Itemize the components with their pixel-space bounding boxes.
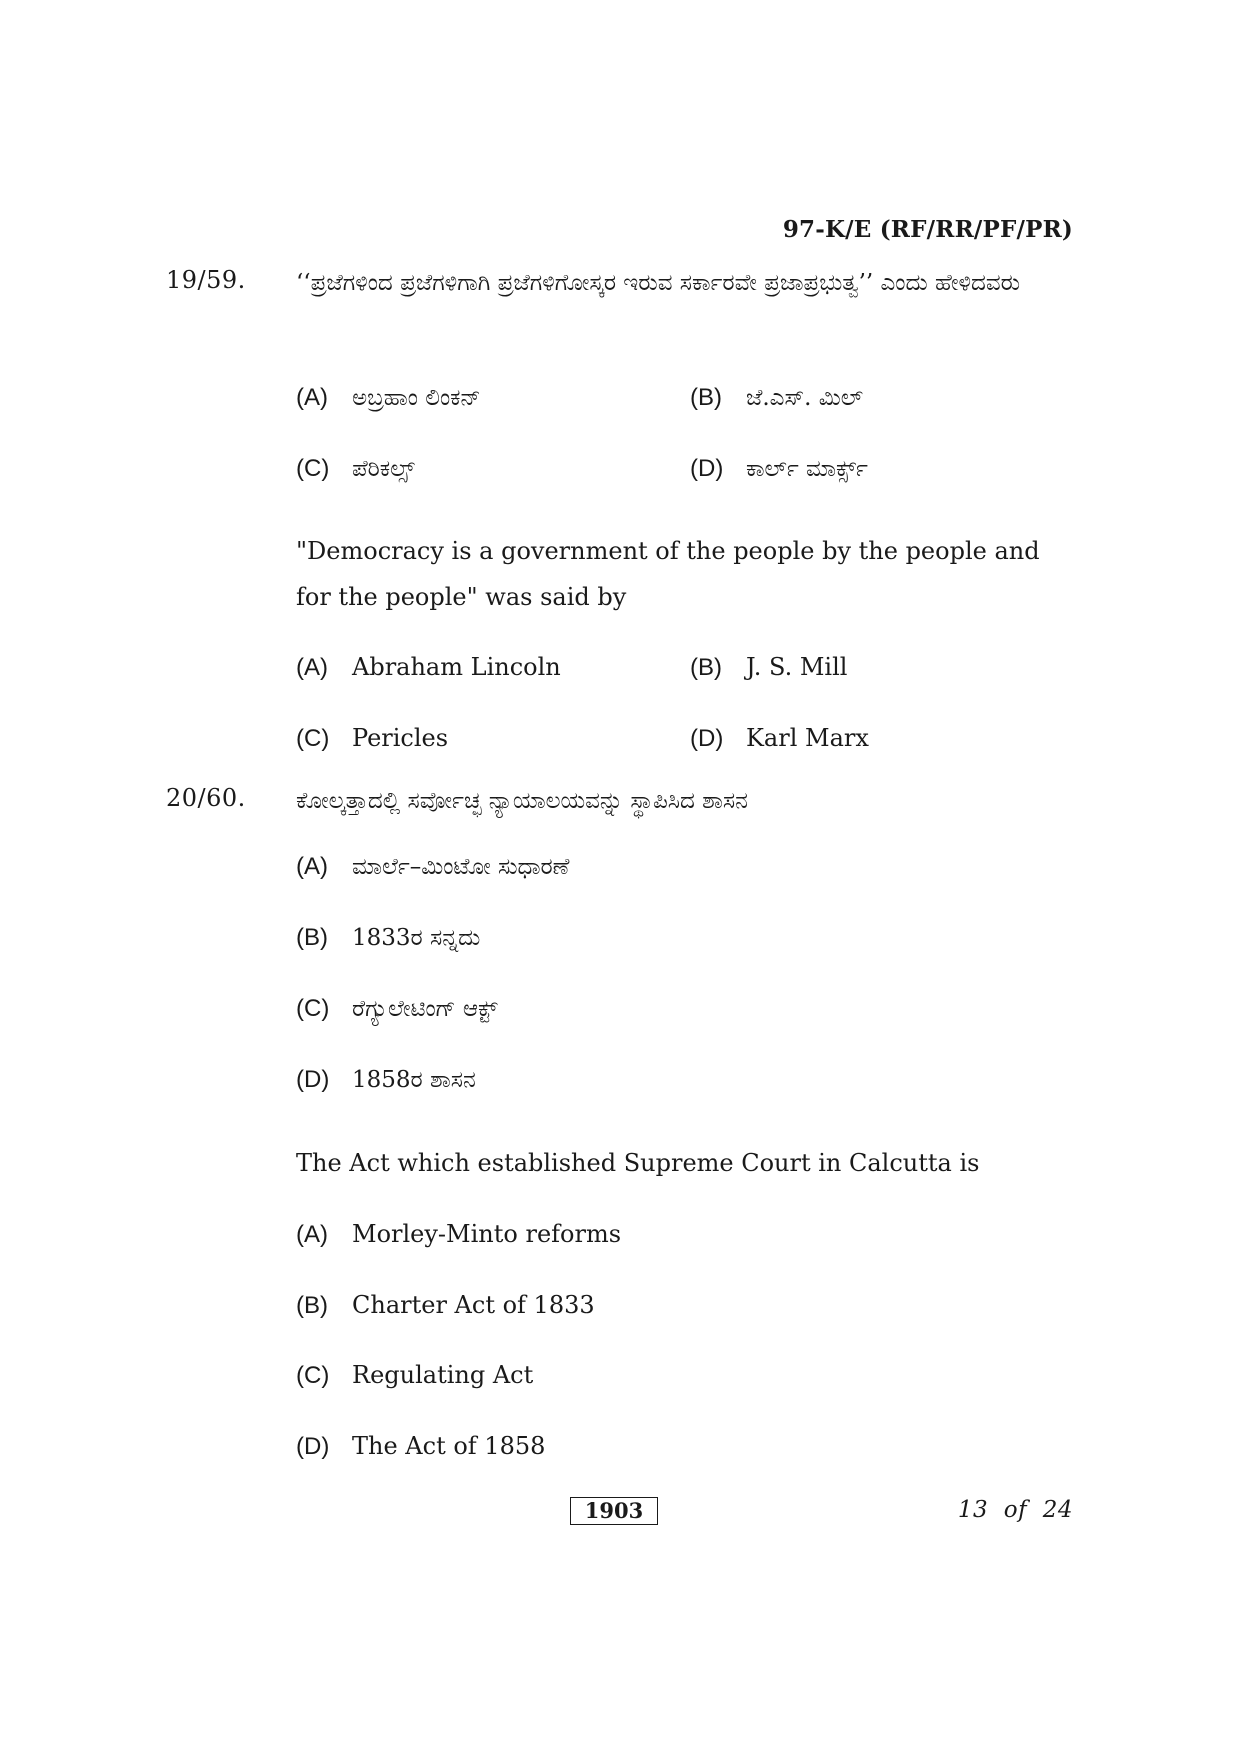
option-c-kannada [296,454,415,483]
option-d-kannada [690,454,868,483]
question-stem-english: The Act which established Supreme Court in Calcutta is [296,1149,980,1177]
option-text: ರೆಗ್ಯುಲೇಟಿಂಗ್ ಆಕ್ಟ್ [352,996,498,1022]
option-label: (D) [690,725,724,752]
paper-code: 97-K/E (RF/RR/PF/PR) [782,216,1073,243]
option-a-english [296,653,561,682]
option-text: The Act of 1858 [352,1432,546,1460]
option-text: 1858ರ ಶಾಸನ [352,1067,476,1093]
option-text: Pericles [352,724,449,752]
option-label: (B) [690,384,722,411]
option-text: ಮಾರ್ಲೆ–ಮಿಂಟೋ ಸುಧಾರಣೆ [352,854,570,880]
option-text: Regulating Act [352,1361,534,1389]
option-label: (B) [690,654,722,681]
option-text: Morley-Minto reforms [352,1220,622,1248]
option-b-kannada [296,923,480,952]
option-text: Abraham Lincoln [352,653,561,681]
option-label: (C) [296,725,330,752]
option-label: (A) [296,384,328,411]
option-b-kannada [690,383,863,412]
option-c-english [296,1361,533,1390]
option-c-english [296,724,448,753]
option-a-english [296,1220,621,1249]
page-number: 13 of 24 [957,1497,1073,1523]
option-b-english [690,653,847,682]
question-stem-kannada: ಕೋಲ್ಕತ್ತಾದಲ್ಲಿ ಸರ್ವೋಚ್ಛ ನ್ಯಾಯಾಲಯವನ್ನು ಸ್ಥಾಪಿಸಿದ ಶಾಸನ [296,788,748,814]
option-text: ಪೆರಿಕಲ್ಸ್ [352,456,415,482]
option-text: ಕಾರ್ಲ್ ಮಾರ್ಕ್ಸ್ [746,456,868,482]
option-label: (A) [296,654,328,681]
option-a-kannada [296,383,481,412]
option-text: Karl Marx [746,724,869,752]
option-label: (D) [296,1066,330,1093]
option-a-kannada [296,852,569,881]
question-number: 20/60. [166,784,246,812]
question-number: 19/59. [166,266,246,294]
option-text: ಅಬ್ರಹಾಂ ಲಿಂಕನ್ [352,385,481,411]
option-label: (C) [296,455,330,482]
option-label: (B) [296,924,328,951]
question-stem-english: "Democracy is a government of the people by the people and for the people" was said by [296,537,1040,611]
option-label: (C) [296,1362,330,1389]
option-c-kannada [296,994,498,1023]
option-label: (B) [296,1292,328,1319]
option-b-english [296,1291,595,1320]
option-label: (A) [296,853,328,880]
option-d-kannada [296,1065,476,1094]
footer-code-box: 1903 [570,1497,658,1525]
option-label: (A) [296,1221,328,1248]
option-label: (D) [296,1433,330,1460]
option-text: 1833ರ ಸನ್ನದು [352,925,481,951]
option-text: Charter Act of 1833 [352,1291,595,1319]
question-stem-kannada: ‘‘ಪ್ರಜೆಗಳಿಂದ ಪ್ರಜೆಗಳಿಗಾಗಿ ಪ್ರಜೆಗಳಿಗೋಸ್ಕರ ಇರುವ ಸರ್ಕಾರವೇ ಪ್ರಜಾಪ್ರಭುತ್ವ’’ ಎಂದು ಹೇಳಿದವರು [296,270,1021,296]
option-text: ಜೆ.ಎಸ್. ಮಿಲ್ [746,385,864,411]
option-text: J. S. Mill [746,653,848,681]
option-d-english [690,724,869,753]
option-label: (C) [296,995,330,1022]
option-d-english [296,1432,545,1461]
option-label: (D) [690,455,724,482]
